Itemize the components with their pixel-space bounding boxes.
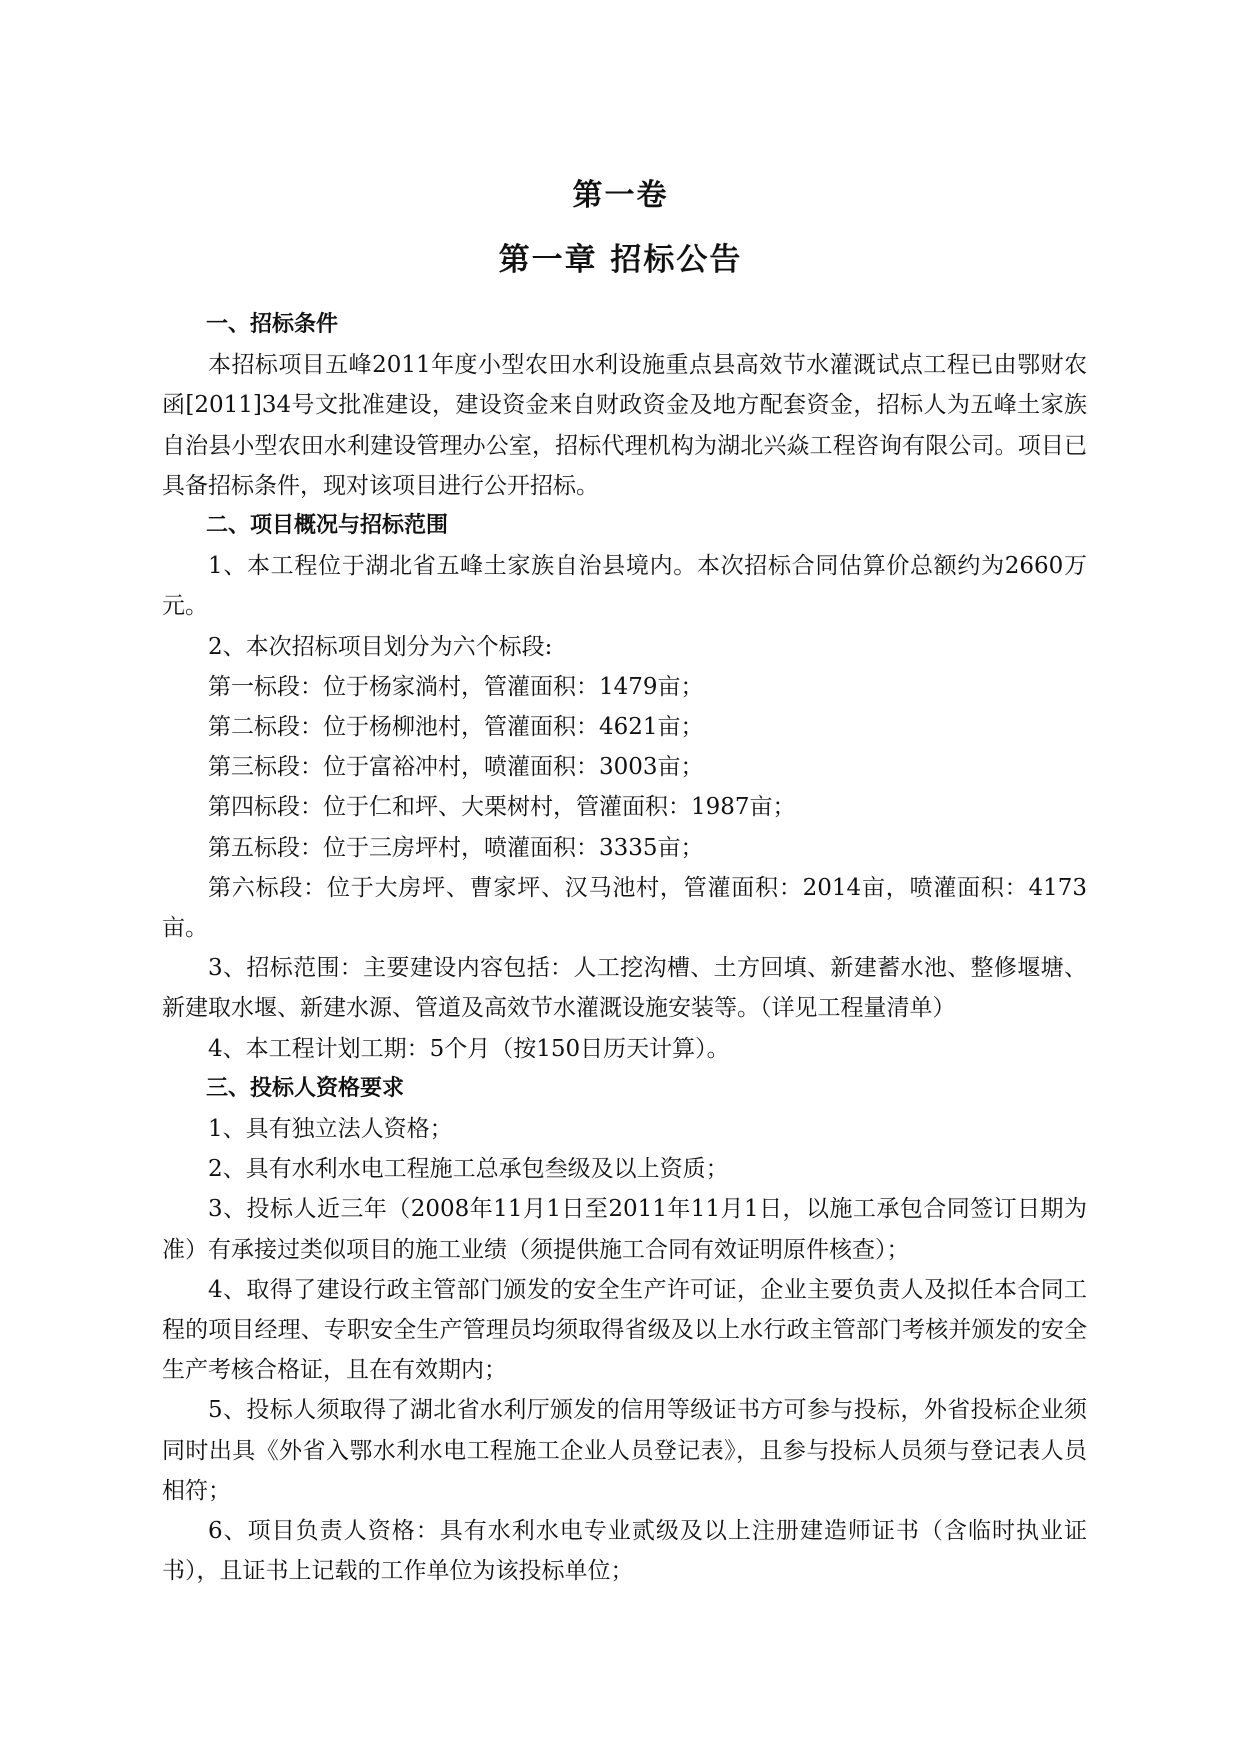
lot-item-2: 第二标段：位于杨柳池村，管灌面积：4621亩； [208,714,704,741]
paragraph-bidding-conditions: 本招标项目五峰2011年度小型农田水利设施重点县高效节水灌溉试点工程已由鄂财农函[2011]34号文批准建设，建设资金来自财政资金及地方配套资金，招标人为五峰土家族自治县小型农田水利建设管理办公室，招标代理机构为湖北兴焱工程咨询有限公司。项目已具备招标条件，现对该项目进行公开招标。 [162,352,1087,499]
paragraph-construction-period: 4、本工程计划工期：5个月（按150日历天计算）。 [208,1035,730,1062]
qualification-item-4: 4、取得了建设行政主管部门颁发的安全生产许可证，企业主要负责人及拟任本合同工程的项目经理、专职安全生产管理员均须取得省级及以上水行政主管部门考核并颁发的安全生产考核合格证，且在有效期内； [162,1276,1087,1384]
chapter-title: 第一章 招标公告 [498,242,743,278]
section-heading-project-overview: 二、项目概况与招标范围 [206,513,449,539]
qualification-item-6: 6、项目负责人资格：具有水利水电专业贰级及以上注册建造师证书（含临时执业证书），且证书上记载的工作单位为该投标单位； [162,1518,1087,1585]
lot-item-5: 第五标段：位于三房坪村，喷灌面积：3335亩； [208,834,704,861]
lot-item-6: 第六标段：位于大房坪、曹家坪、汉马池村，管灌面积：2014亩，喷灌面积：4173亩。 [162,874,1087,942]
paragraph-project-location: 1、本工程位于湖北省五峰土家族自治县境内。本次招标合同估算价总额约为2660万元。 [162,553,1087,620]
qualification-item-5: 5、投标人须取得了湖北省水利厅颁发的信用等级证书方可参与投标，外省投标企业须同时出具《外省入鄂水利水电工程施工企业人员登记表》，且参与投标人员须与登记表人员相符； [162,1397,1087,1504]
qualification-item-1: 1、具有独立法人资格； [208,1116,453,1143]
lot-item-1: 第一标段：位于杨家淌村，管灌面积：1479亩； [208,673,704,700]
section-heading-bidder-qualifications: 三、投标人资格要求 [206,1075,405,1101]
paragraph-lot-division: 2、本次招标项目划分为六个标段: [208,633,553,660]
paragraph-bidding-scope: 3、招标范围：主要建设内容包括：人工挖沟槽、土方回填、新建蓄水池、整修堰塘、新建取水堰、新建水源、管道及高效节水灌溉设施安装等。（详见工程量清单） [162,955,1087,1022]
lot-item-3: 第三标段：位于富裕冲村，喷灌面积：3003亩； [208,754,704,781]
lot-item-4: 第四标段：位于仁和坪、大栗树村，管灌面积：1987亩； [208,794,796,821]
qualification-item-2: 2、具有水利水电工程施工总承包叁级及以上资质； [208,1156,729,1183]
volume-title: 第一卷 [572,178,669,213]
section-heading-bidding-conditions: 一、招标条件 [206,312,339,337]
document-body [162,305,1087,1592]
qualification-item-3: 3、投标人近三年（2008年11月1日至2011年11月1日，以施工承包合同签订日期为准）有承接过类似项目的施工业绩（须提供施工合同有效证明原件核查）； [162,1196,1087,1263]
